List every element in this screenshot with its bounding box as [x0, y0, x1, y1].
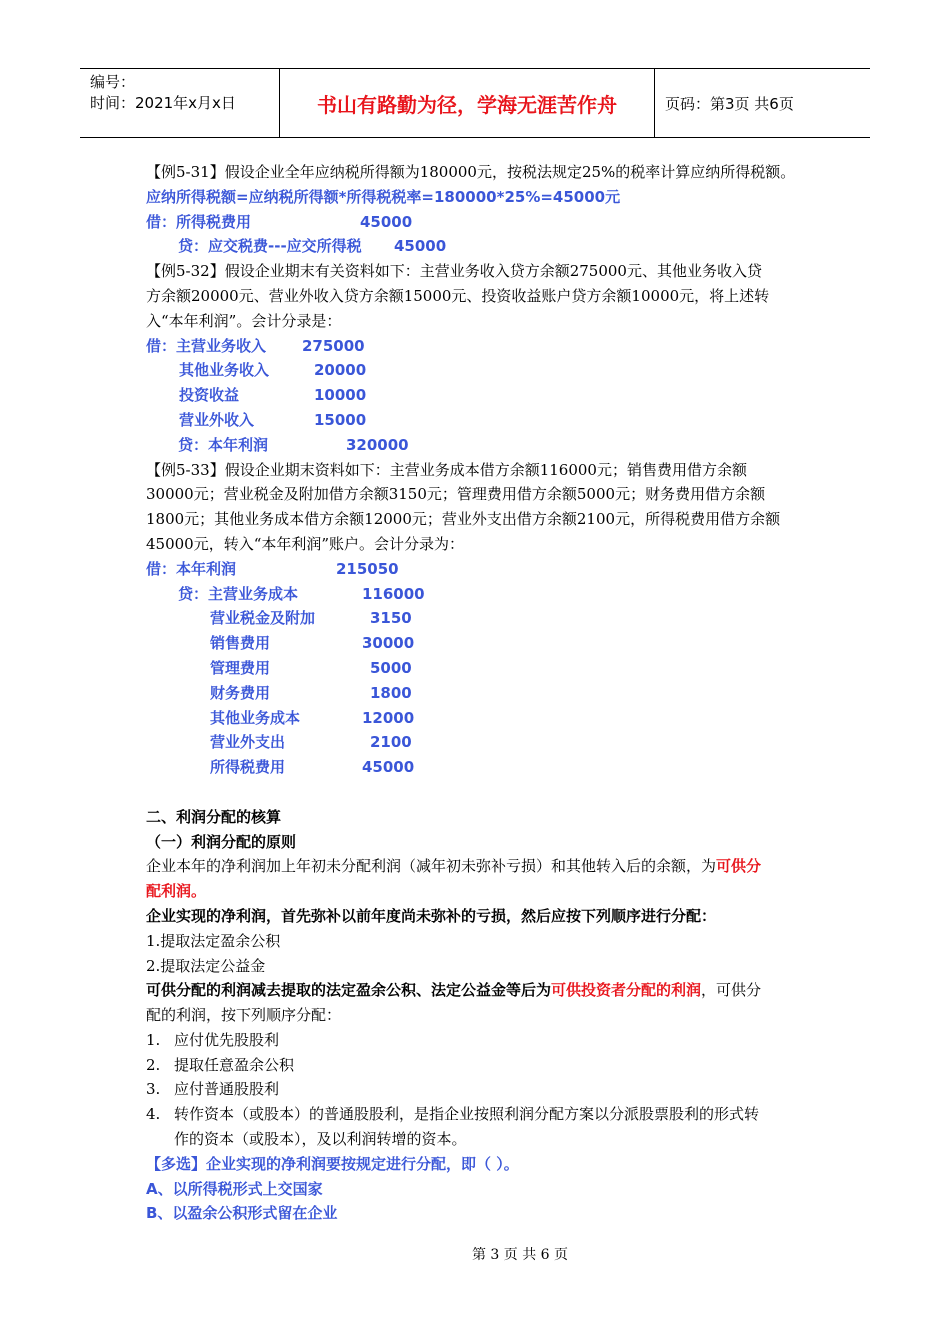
example-5-32-line-2: 方余额20000元、营业外收入贷方余额15000元、投资收益账户贷方余额10000元，将上述转: [146, 286, 770, 305]
list-text: 应付优先股股利: [174, 1030, 280, 1049]
credit-account: 其他业务成本: [210, 708, 301, 727]
list-number: 2.: [146, 1055, 161, 1074]
credit-amount: 1800: [370, 683, 412, 702]
journal-debit-line: [146, 557, 826, 582]
list-text: 提取任意盈余公积: [174, 1055, 295, 1074]
journal-credit-line: [146, 606, 826, 631]
example-5-31-text: 【例5-31】假设企业全年应纳税所得额为180000元，按税法规定25%的税率计算应纳所得税额。: [146, 163, 796, 181]
list-number: 3.: [146, 1080, 161, 1099]
list-text: 转作资本（或股本）的普通股股利，是指企业按照利润分配方案以分派股票股利的形式转: [174, 1105, 760, 1124]
highlight-text: 可供投资者分配的利润: [551, 981, 702, 1000]
example-5-33-line-1: 【例5-33】假设企业期末资料如下：主营业务成本借方余额116000元；销售费用借方余额: [146, 460, 747, 479]
paragraph-text: 企业本年的净利润加上年初未分配利润（减年初未弥补亏损）和其他转入后的余额，为: [146, 857, 717, 876]
highlight-text: 配利润。: [146, 882, 207, 901]
example-5-32-line-1: 【例5-32】假设企业期末有关资料如下：主营业务收入贷方余额275000元、其他业务收入贷: [146, 262, 762, 281]
entry-amount: 10000: [314, 386, 367, 405]
journal-credit-line: [146, 706, 826, 731]
credit-account: 营业税金及附加: [210, 609, 316, 628]
journal-debit-line: [146, 210, 826, 235]
credit-amount: 3150: [370, 609, 412, 628]
credit-amount: 45000: [362, 758, 415, 777]
question-option-a: A、以所得税形式上交国家: [146, 1179, 323, 1198]
debit-account: 借：本年利润: [146, 559, 237, 578]
list-text: 应付普通股股利: [174, 1080, 280, 1099]
entry-account: 营业外收入: [179, 410, 255, 429]
list-item: [146, 1053, 826, 1078]
credit-account: 管理费用: [210, 658, 271, 677]
journal-credit-line: [146, 631, 826, 656]
entry-amount: 275000: [302, 336, 365, 355]
highlight-text: 可供分: [716, 857, 762, 876]
list-item: 2.提取法定公益金: [146, 956, 266, 975]
header-number: 编号：: [90, 73, 136, 91]
credit-account: 销售费用: [210, 634, 271, 653]
entry-amount: 320000: [346, 435, 409, 454]
journal-entry-line: [146, 408, 826, 433]
question-title: 【多选】企业实现的净利润要按规定进行分配，即（ ）。: [146, 1154, 519, 1173]
list-item: 1.提取法定盈余公积: [146, 931, 281, 950]
entry-amount: 15000: [314, 410, 367, 429]
journal-entry-line: [146, 433, 826, 458]
header-date: 时间：2021年x月x日: [90, 94, 236, 112]
credit-account: 贷：主营业务成本: [178, 584, 299, 603]
question-option-b: B、以盈余公积形式留在企业: [146, 1204, 338, 1223]
example-5-31-formula: 应纳所得税额=应纳税所得额*所得税税率=180000*25%=45000元: [146, 187, 621, 206]
header-page-number: 页码：第3页 共6页: [665, 94, 794, 113]
list-item-continuation: 作的资本（或股本），及以利润转增的资本。: [174, 1130, 467, 1149]
entry-account: 投资收益: [179, 386, 240, 405]
credit-account: 营业外支出: [210, 733, 286, 752]
entry-account: 其他业务收入: [179, 361, 270, 380]
header-meta: [80, 69, 280, 137]
section-heading: 二、利润分配的核算: [146, 807, 282, 826]
paragraph-bold: 可供分配的利润减去提取的法定盈余公积、法定公益金等后为: [146, 981, 552, 1000]
paragraph-text: 配的利润，按下列顺序分配：: [146, 1006, 342, 1025]
list-item: [146, 1077, 826, 1102]
journal-entry-line: [146, 358, 826, 383]
list-number: 4.: [146, 1105, 161, 1124]
journal-credit-line: [146, 730, 826, 755]
journal-entry-line: [146, 383, 826, 408]
credit-amount: 5000: [370, 658, 412, 677]
paragraph-text: ，可供分: [701, 981, 762, 1000]
paragraph-line: [146, 978, 826, 1003]
credit-amount: 12000: [362, 708, 415, 727]
entry-account: 借：主营业务收入: [146, 336, 267, 355]
paragraph-bold: 企业实现的净利润，首先弥补以前年度尚未弥补的亏损，然后应按下列顺序进行分配：: [146, 906, 717, 925]
entry-account: 贷：本年利润: [178, 435, 269, 454]
journal-credit-line: [146, 656, 826, 681]
credit-amount: 2100: [370, 733, 412, 752]
list-number: 1.: [146, 1030, 161, 1049]
credit-amount: 30000: [362, 634, 415, 653]
journal-credit-line: [146, 755, 826, 780]
credit-amount: 45000: [394, 237, 447, 256]
subsection-heading: （一）利润分配的原则: [146, 832, 297, 851]
credit-amount: 116000: [362, 584, 425, 603]
credit-account: 所得税费用: [210, 758, 286, 777]
credit-account: 财务费用: [210, 683, 271, 702]
example-5-33-line-4: 45000元，转入“本年利润”账户。会计分录为：: [146, 534, 465, 553]
list-item: [146, 1102, 826, 1127]
journal-entry-line: [146, 334, 826, 359]
debit-account: 借：所得税费用: [146, 212, 252, 231]
list-item: [146, 1028, 826, 1053]
journal-credit-line: [146, 234, 826, 259]
debit-amount: 215050: [336, 559, 399, 578]
paragraph-line: [146, 854, 826, 879]
page-header: [80, 68, 870, 138]
entry-amount: 20000: [314, 361, 367, 380]
document-body: [146, 160, 826, 1226]
journal-credit-line: [146, 582, 826, 607]
header-motto: 书山有路勤为径，学海无涯苦作舟: [280, 69, 655, 137]
spacer: [146, 780, 826, 805]
journal-credit-line: [146, 681, 826, 706]
credit-account: 贷：应交税费---应交所得税: [178, 237, 362, 256]
page-footer: 第 3 页 共 6 页: [471, 1247, 569, 1263]
debit-amount: 45000: [360, 212, 413, 231]
example-5-32-line-3: 入“本年利润”。会计分录是：: [146, 311, 342, 330]
example-5-33-line-2: 30000元；营业税金及附加借方余额3150元；管理费用借方余额5000元；财务费用借方余额: [146, 485, 766, 504]
example-5-33-line-3: 1800元；其他业务成本借方余额12000元；营业外支出借方余额2100元，所得税费用借方余额: [146, 510, 781, 529]
